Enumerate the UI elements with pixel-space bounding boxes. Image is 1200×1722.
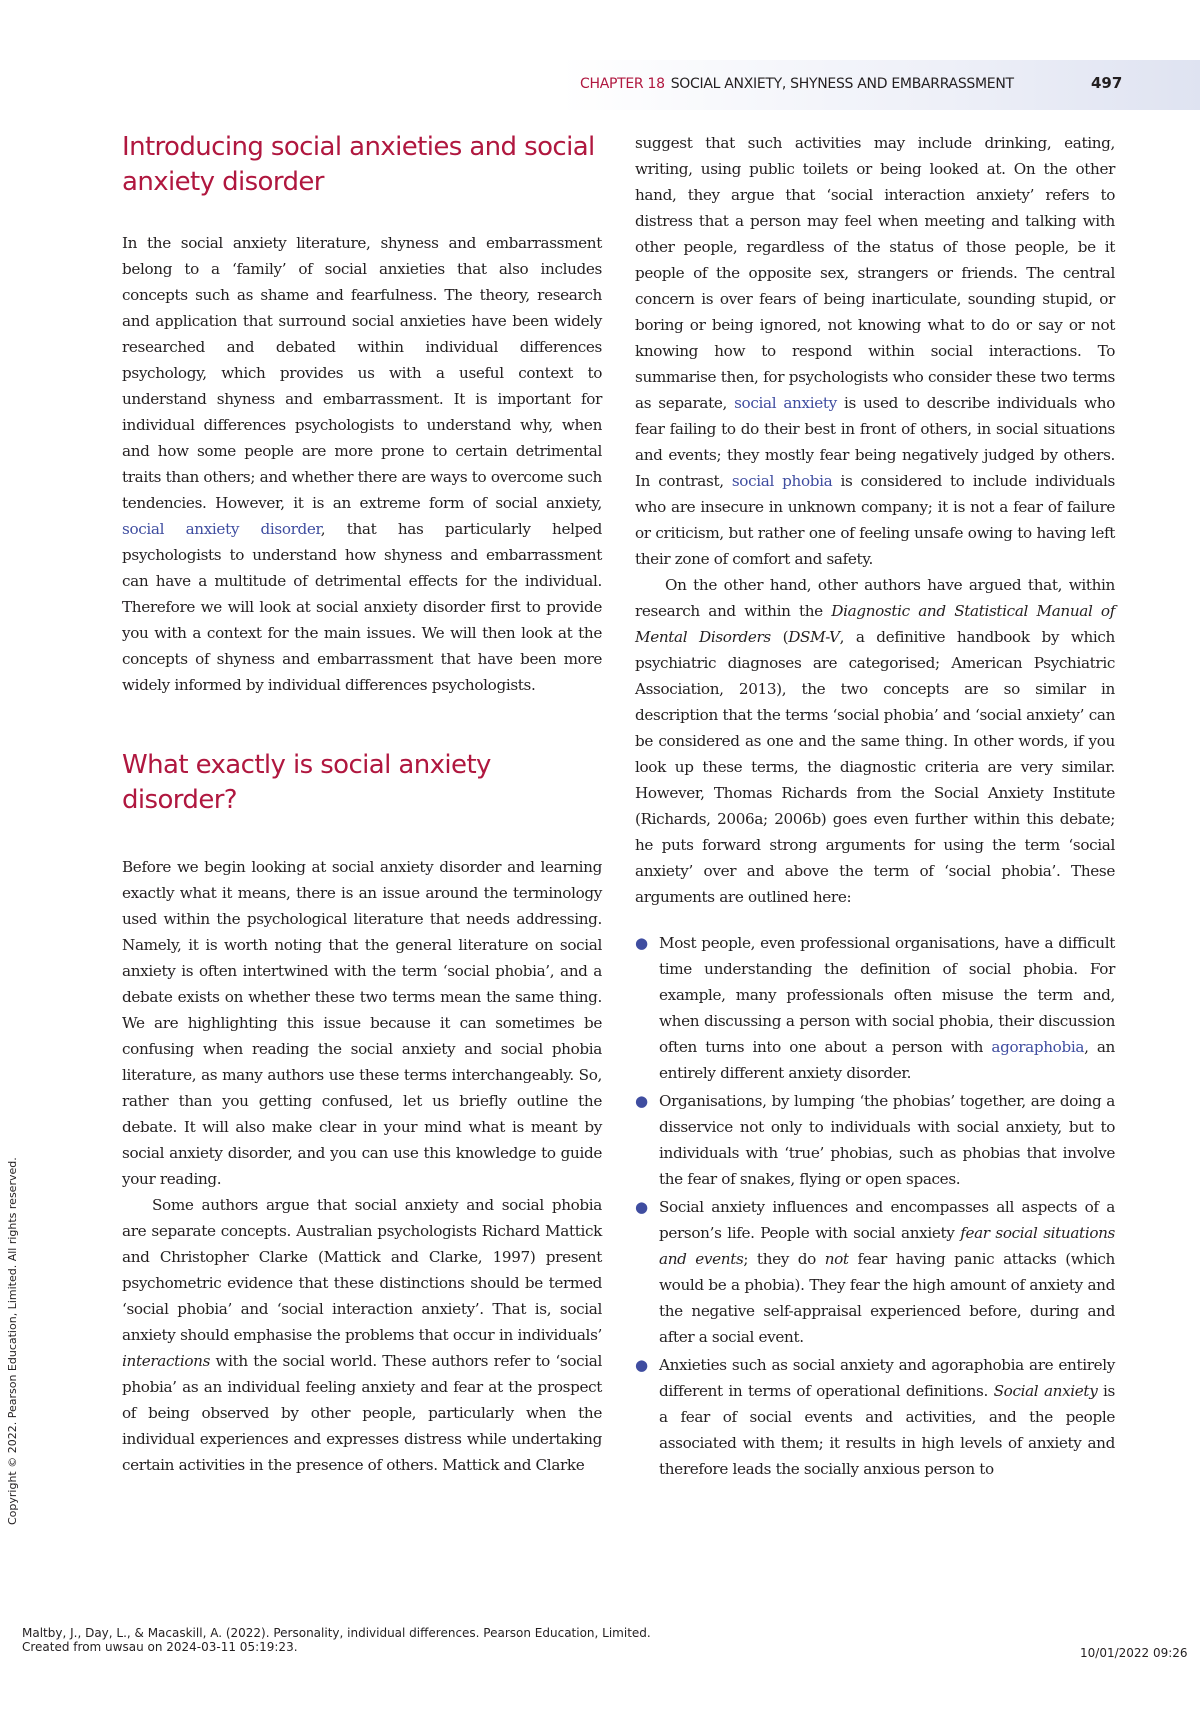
key-term-social-anxiety: social anxiety [734, 394, 837, 412]
bullet-icon: ● [635, 934, 648, 952]
interaction-anxiety-paragraph: suggest that such activities may include drinking, eating, writing, using public toilets or being looked at. On the other hand, they argue that ‘social interaction anxiety’ refers to distress that a person may feel when meeting and talking with other people, regardless of the status of those people, be it people of the opposite sex, strangers or friends. The central concern is over fears of being inarticulate, sounding stupid, or boring or being ignored, not knowing what to do or say or not knowing how to respond within social interactions. To summarise then, for psychologists who consider these two terms as separate, social anxiety is used to describe individuals who fear failing to do their best in front of others, in social situations and events; they mostly fear being negatively judged by others. In contrast, social phobia is considered to include individuals who are insecure in unknown company; it is not a fear of failure or criticism, but rather one of feeling unsafe owing to having left their zone of comfort and safety. [635, 134, 1115, 568]
chapter-number: CHAPTER 18 [580, 76, 665, 92]
key-term-social-phobia: social phobia [731, 472, 833, 490]
separate-concepts-paragraph: Some authors argue that social anxiety and social phobia are separate concepts. Australian psychologists Richard Mattick and Christopher Clarke (Mattick and Clarke, 1997) present psychometric evidence that these distinctions should be termed ‘social phobia’ and ‘social interaction anxiety’. That is, social anxiety should emphasise the problems that occur in individuals’ interactions with the social world. These authors refer to ‘social phobia’ as an individual feeling anxiety and fear at the prospect of being observed by other people, particularly when the individual experiences and expresses distress while undertaking certain activities in the presence of others. Mattick and Clarke [122, 1196, 602, 1474]
arguments-list [635, 930, 1115, 1482]
key-term-agoraphobia: agoraphobia [991, 1038, 1085, 1056]
page-number: 497 [1091, 74, 1123, 92]
running-header [580, 76, 1014, 92]
section-heading-what-is-sad: What exactly is social anxiety disorder? [122, 750, 491, 815]
bullet-icon: ● [635, 1356, 648, 1374]
copyright-notice: Copyright © 2022. Pearson Education, Limited. All rights reserved. [6, 1157, 19, 1525]
bullet-icon: ● [635, 1092, 648, 1110]
terminology-paragraph: Before we begin looking at social anxiety disorder and learning exactly what it means, there is an issue around the terminology used within the psychological literature that needs addressing. Namely, it is worth noting that the general literature on social anxiety is often intertwined with the term ‘social phobia’, and a debate exists on whether these two terms mean the same thing. We are highlighting this issue because it can sometimes be confusing when reading the social anxiety and social phobia literature, as many authors use these terms interchangeably. So, rather than you getting confused, let us briefly outline the debate. It will also make clear in your mind what is meant by social anxiety disorder, and you can use this knowledge to guide your reading. [122, 858, 602, 1188]
list-item: ● Most people, even professional organisations, have a difficult time understanding the definition of social phobia. For example, many professionals often misuse the term and, when discussing a person with social phobia, their discussion often turns into one about a person with agoraphobia, an entirely different anxiety disorder. [635, 930, 1115, 1086]
list-item: ● Organisations, by lumping ‘the phobias’ together, are doing a disservice not only to individuals with social anxiety, but to individuals with ‘true’ phobias, such as phobias that involve the fear of snakes, flying or open spaces. [635, 1088, 1115, 1192]
intro-paragraph: In the social anxiety literature, shyness and embarrassment belong to a ‘family’ of social anxieties that also includes concepts such as shame and fearfulness. The theory, research and application that surround social anxieties have been widely researched and debated within individual differences psychology, which provides us with a useful context to understand shyness and embarrassment. It is important for individual differences psychologists to understand why, when and how some people are more prone to certain detrimental traits than others; and whether there are ways to overcome such tendencies. However, it is an extreme form of social anxiety, social anxiety disorder, that has particularly helped psychologists to understand how shyness and embarrassment can have a multitude of detrimental effects for the individual. Therefore we will look at social anxiety disorder first to provide you with a context for the main issues. We will then look at the concepts of shyness and embarrassment that have been more widely informed by individual differences psychologists. [122, 234, 602, 694]
right-column [635, 130, 1115, 1484]
footer-citation [22, 1626, 651, 1654]
bullet-icon: ● [635, 1198, 648, 1216]
citation-line: Maltby, J., Day, L., & Macaskill, A. (2022). Personality, individual differences. Pearson Education, Limited. [22, 1626, 651, 1640]
left-column [122, 130, 602, 1478]
created-line: Created from uwsau on 2024-03-11 05:19:23. [22, 1640, 298, 1654]
list-item: ● Anxieties such as social anxiety and agoraphobia are entirely different in terms of operational definitions. Social anxiety is a fear of social events and activities, and the people associated with them; it results in high levels of anxiety and therefore leads the socially anxious person to [635, 1352, 1115, 1482]
footer-datetime: 10/01/2022 09:26 [1080, 1646, 1188, 1660]
key-term-social-anxiety-disorder: social anxiety disorder [122, 520, 321, 538]
list-item: ● Social anxiety influences and encompasses all aspects of a person’s life. People with social anxiety fear social situations and events; they do not fear having panic attacks (which would be a phobia). They fear the high amount of anxiety and the negative self-appraisal experienced before, during and after a social event. [635, 1194, 1115, 1350]
dsm-paragraph: On the other hand, other authors have argued that, within research and within the Diagnostic and Statistical Manual of Mental Disorders (DSM-V, a definitive handbook by which psychiatric diagnoses are categorised; American Psychiatric Association, 2013), the two concepts are so similar in description that the terms ‘social phobia’ and ‘social anxiety’ can be considered as one and the same thing. In other words, if you look up these terms, the diagnostic criteria are very similar. However, Thomas Richards from the Social Anxiety Institute (Richards, 2006a; 2006b) goes even further within this debate; he puts forward strong arguments for using the term ‘social anxiety’ over and above the term of ‘social phobia’. These arguments are outlined here: [635, 576, 1115, 906]
chapter-title: SOCIAL ANXIETY, SHYNESS AND EMBARRASSMENT [670, 76, 1014, 92]
section-heading-intro: Introducing social anxieties and social anxiety disorder [122, 132, 595, 197]
